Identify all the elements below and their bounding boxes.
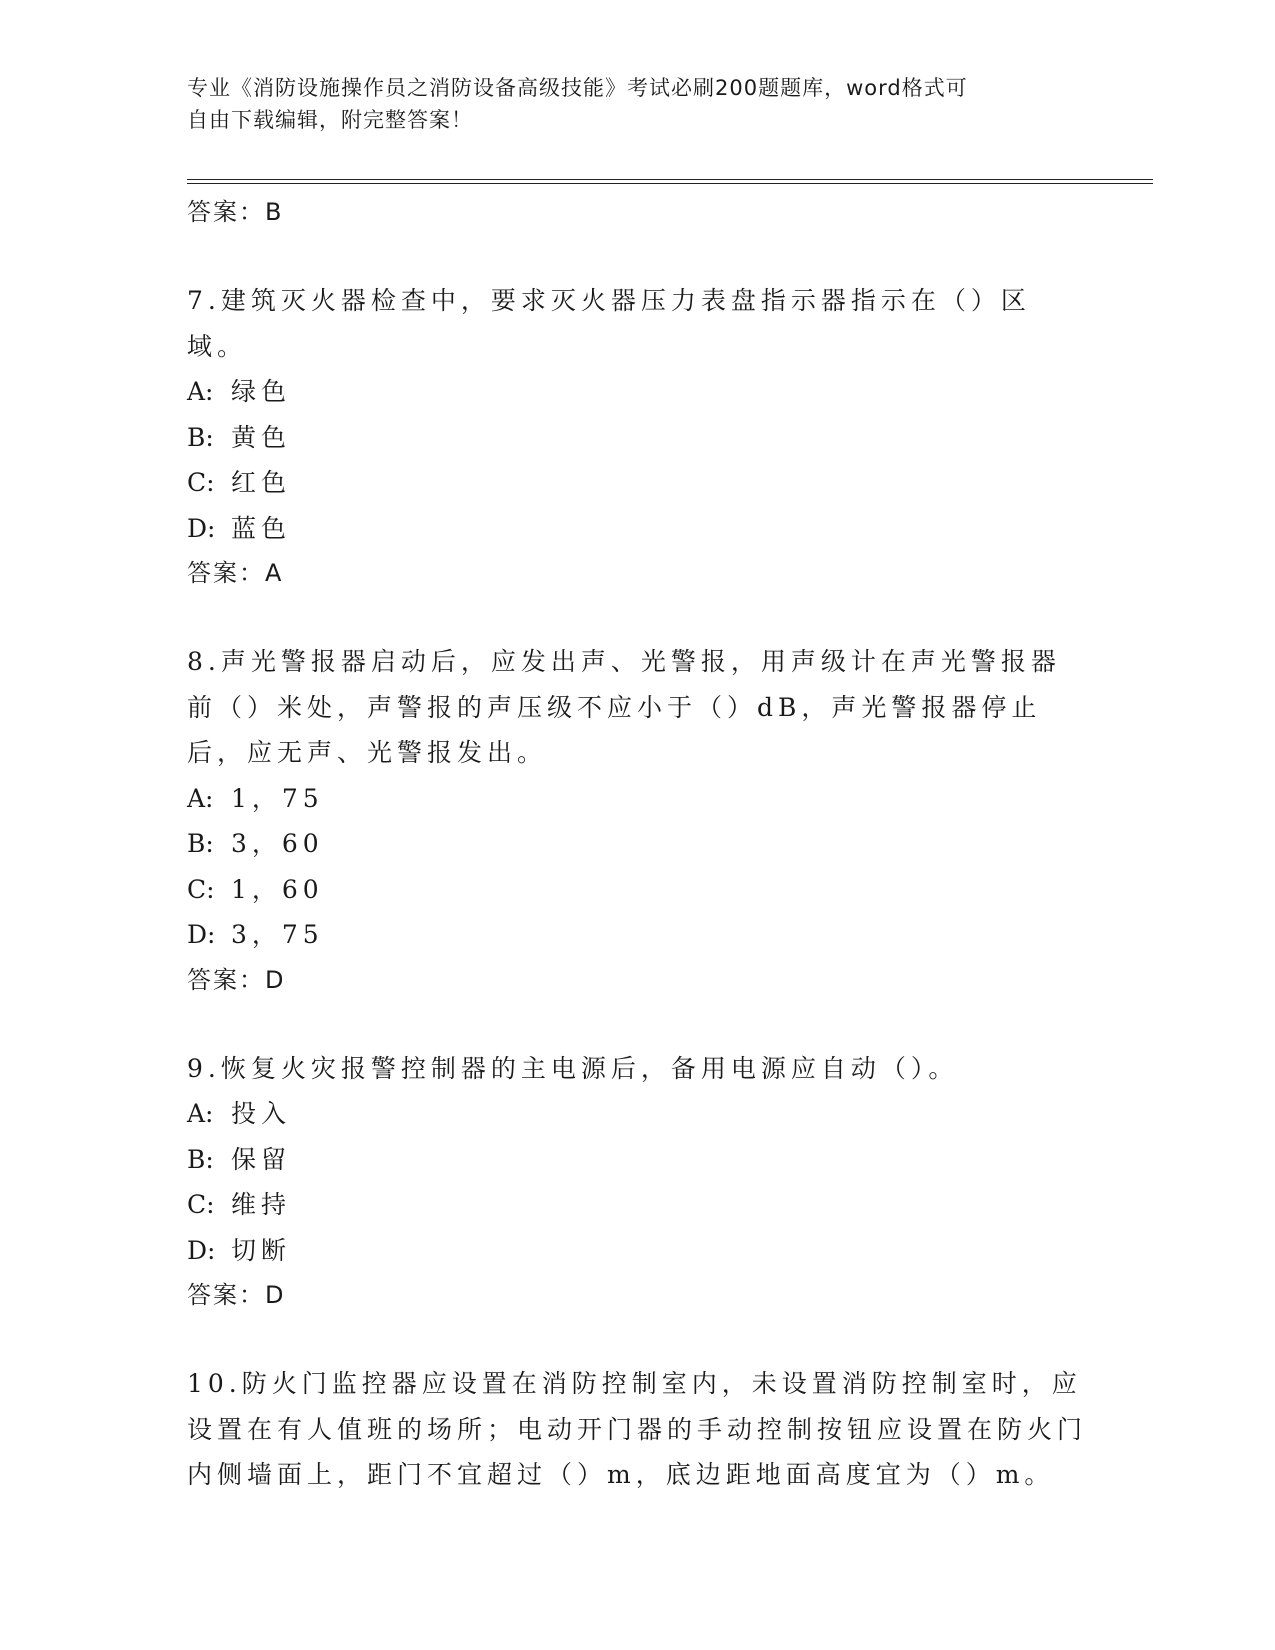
option-text: 保留 xyxy=(231,1144,292,1174)
question-7 xyxy=(187,278,1087,595)
option-d xyxy=(187,912,1087,958)
option-letter: B: xyxy=(187,1144,214,1174)
option-letter: C: xyxy=(187,468,215,497)
option-d xyxy=(187,1228,1087,1274)
option-text: 投入 xyxy=(231,1099,292,1128)
option-letter: D: xyxy=(187,920,216,949)
option-a xyxy=(187,369,1087,415)
question-9 xyxy=(187,1046,1087,1318)
option-text: 绿色 xyxy=(231,377,292,406)
header-divider-top xyxy=(187,179,1153,180)
option-text: 1，75 xyxy=(231,783,324,813)
option-b xyxy=(187,1137,1087,1183)
option-a xyxy=(187,1091,1087,1137)
option-c xyxy=(187,1182,1087,1228)
option-letter: D: xyxy=(187,1235,216,1265)
option-c xyxy=(187,460,1087,506)
answer-line: 答案：D xyxy=(187,1281,286,1309)
option-c xyxy=(187,867,1087,913)
document-body xyxy=(187,190,1087,1498)
option-letter: A: xyxy=(187,783,214,813)
option-text: 蓝色 xyxy=(231,513,292,543)
option-text: 3，60 xyxy=(231,829,324,858)
option-text: 黄色 xyxy=(231,422,292,452)
header-line-1: 专业《消防设施操作员之消防设备高级技能》考试必刷200题题库，word格式可 xyxy=(187,76,968,100)
option-a xyxy=(187,776,1087,822)
option-text: 切断 xyxy=(231,1235,292,1265)
option-letter: C: xyxy=(187,1190,215,1219)
option-b xyxy=(187,415,1087,461)
option-letter: A: xyxy=(187,1099,214,1128)
option-letter: A: xyxy=(187,377,214,406)
option-letter: D: xyxy=(187,513,216,543)
option-letter: B: xyxy=(187,422,214,452)
question-stem: 9.恢复火灾报警控制器的主电源后，备用电源应自动（）。 xyxy=(187,1053,959,1083)
option-text: 红色 xyxy=(231,468,292,497)
option-letter: B: xyxy=(187,829,214,858)
question-8 xyxy=(187,639,1087,1002)
question-stem: 7.建筑灭火器检查中，要求灭火器压力表盘指示器指示在（）区域。 xyxy=(187,286,1031,361)
option-text: 1，60 xyxy=(231,874,324,904)
answer-line: 答案：A xyxy=(187,559,284,587)
header-divider-bottom xyxy=(187,183,1153,184)
option-text: 维持 xyxy=(231,1190,292,1219)
option-b xyxy=(187,821,1087,867)
question-10 xyxy=(187,1361,1087,1498)
option-text: 3，75 xyxy=(231,920,324,949)
option-d xyxy=(187,506,1087,552)
document-header xyxy=(187,72,1087,136)
question-stem: 8.声光警报器启动后，应发出声、光警报，用声级计在声光警报器前（）米处，声警报的声压级不应小于（）dB，声光警报器停止后，应无声、光警报发出。 xyxy=(187,647,1061,767)
answer-line: 答案：B xyxy=(187,198,284,226)
header-line-2: 自由下载编辑，附完整答案！ xyxy=(187,108,473,132)
option-letter: C: xyxy=(187,874,215,904)
answer-line: 答案：D xyxy=(187,965,286,994)
question-stem: 10.防火门监控器应设置在消防控制室内，未设置消防控制室时，应设置在有人值班的场所；电动开门器的手动控制按钮应设置在防火门内侧墙面上，距门不宜超过（）m，底边距地面高度宜为（）m。 xyxy=(187,1369,1088,1489)
